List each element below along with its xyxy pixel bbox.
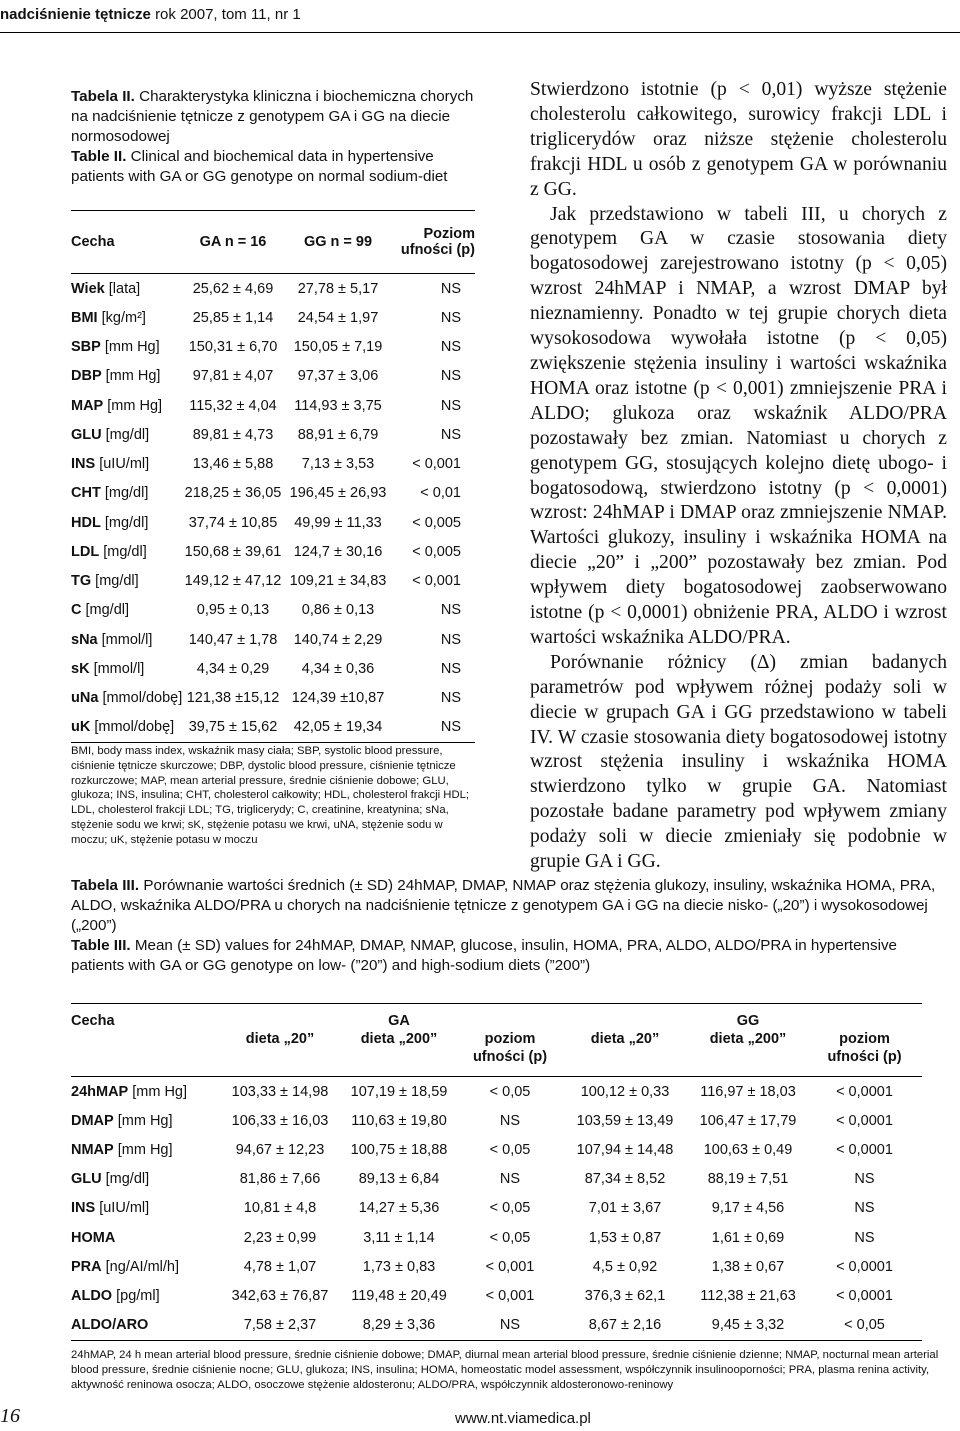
table-row — [71, 654, 475, 683]
table-row — [71, 1311, 922, 1340]
cell-gg: 7,13 ± 3,53 — [301, 456, 375, 473]
row-name: TG — [71, 573, 92, 590]
row-unit: [mg/dl] — [105, 426, 150, 443]
cell-gg200: 106,47 ± 17,79 — [699, 1112, 797, 1129]
table-row — [71, 1135, 922, 1164]
table-row — [71, 537, 475, 566]
cell-p: NS — [440, 602, 461, 619]
t3-col-cecha: Cecha — [71, 1013, 115, 1029]
cell-gg: 27,78 ± 5,17 — [297, 280, 379, 297]
table-row — [71, 274, 475, 304]
table-row — [71, 1194, 922, 1223]
cell-gap: < 0,001 — [485, 1287, 535, 1304]
row-unit: [uIU/ml] — [99, 1200, 150, 1217]
table-row — [71, 1223, 922, 1252]
table2-footnote: BMI, body mass index, wskaźnik masy ciała; SBP, systolic blood pressure, ciśnienie tętnicze skurczowe; DBP, dystolic blood pressure, ciśnienie tętnicze rozkurczowe; MAP, mean arterial pressure, średnie ciśnienie dobowe; GLU, glukoza; INS, insulina; CHT, cholesterol całkowity; HDL, cholesterol frakcji HDL; LDL, cholesterol frakcji LDL; TG, triglicerydy; C, creatinine, kreatynina; sNa, stężenie sodu we krwi; sK, stężenie potasu we krwi, uNA, stężenie sodu w moczu; uK, stężenie potasu w moczu — [71, 745, 470, 846]
row-label — [71, 1281, 221, 1310]
cell-gg20: 103,59 ± 13,49 — [576, 1112, 674, 1129]
cell-gg: 140,74 ± 2,29 — [293, 631, 383, 648]
row-name: DBP — [71, 368, 102, 385]
cell-gg: 42,05 ± 19,34 — [293, 719, 383, 736]
row-name: PRA — [71, 1258, 102, 1275]
row-name: NMAP — [71, 1141, 114, 1158]
cell-gg: 124,7 ± 30,16 — [293, 543, 383, 560]
row-name: C — [71, 602, 82, 619]
body-paragraph: Stwierdzono istotnie (p < 0,01) wyższe stężenie cholesterolu całkowitego, surowicy frakcji LDL i triglicerydów oraz niższe stężenie cholesterolu frakcji HDL u osób z genotypem GA w porównaniu z GG. — [530, 79, 947, 200]
cell-p: NS — [440, 690, 461, 707]
cell-ga20: 81,86 ± 7,66 — [239, 1171, 321, 1188]
cell-p: NS — [440, 309, 461, 326]
cell-ga: 115,32 ± 4,04 — [189, 397, 277, 414]
cell-ga200: 89,13 ± 6,84 — [358, 1171, 440, 1188]
row-name: HDL — [71, 514, 101, 531]
row-label — [71, 1194, 221, 1223]
cell-gg: 49,99 ± 11,33 — [294, 514, 382, 531]
table-row — [71, 1252, 922, 1281]
row-unit: [mmol/l] — [101, 631, 153, 648]
cell-ga: 97,81 ± 4,07 — [192, 368, 274, 385]
table-row — [71, 479, 475, 508]
cell-ggp: NS — [854, 1200, 875, 1217]
cell-gap: NS — [499, 1112, 521, 1129]
row-unit: [lata] — [108, 280, 141, 297]
journal-title: nadciśnienie tętnicze — [0, 6, 151, 23]
cell-gap: < 0,05 — [489, 1083, 531, 1100]
table-row — [71, 420, 475, 449]
table-row — [71, 391, 475, 420]
table3 — [71, 1003, 922, 1341]
cell-p: < 0,001 — [412, 573, 461, 590]
row-unit: [pg/ml] — [116, 1287, 160, 1304]
cell-p: NS — [440, 426, 461, 443]
table-row — [71, 1165, 922, 1194]
cell-ga200: 119,48 ± 20,49 — [351, 1287, 447, 1304]
table-row — [71, 596, 475, 625]
cell-gg: 196,45 ± 26,93 — [289, 485, 387, 502]
cell-p: NS — [440, 397, 461, 414]
cell-ga20: 106,33 ± 16,03 — [231, 1112, 329, 1129]
row-name: DMAP — [71, 1112, 114, 1129]
page-number: 16 — [0, 1405, 20, 1427]
cell-ggp: NS — [854, 1229, 875, 1246]
cell-p: NS — [440, 368, 461, 385]
table-row — [71, 362, 475, 391]
row-label — [71, 303, 183, 332]
cell-gg20: 7,01 ± 3,67 — [588, 1200, 662, 1217]
cell-gg20: 87,34 ± 8,52 — [584, 1171, 666, 1188]
row-name: SBP — [71, 339, 101, 356]
t3-col-ga-diet20: dieta „20” — [245, 1031, 315, 1047]
cell-ga200: 110,63 ± 19,80 — [351, 1112, 447, 1129]
cell-gg20: 107,94 ± 14,48 — [576, 1141, 674, 1158]
row-name: LDL — [71, 543, 100, 560]
cell-gg200: 100,63 ± 0,49 — [703, 1141, 793, 1158]
t3-col-ga-diet200: dieta „200” — [360, 1031, 438, 1047]
row-label — [71, 1311, 221, 1340]
cell-ga: 149,12 ± 47,12 — [184, 573, 282, 590]
cell-ga20: 10,81 ± 4,8 — [243, 1200, 317, 1217]
cell-gg200: 116,97 ± 18,03 — [700, 1083, 796, 1100]
cell-gg: 88,91 ± 6,79 — [297, 426, 379, 443]
cell-ga200: 14,27 ± 5,36 — [358, 1200, 440, 1217]
row-label — [71, 333, 183, 362]
cell-gg: 4,34 ± 0,36 — [301, 660, 375, 677]
cell-gg200: 1,61 ± 0,69 — [711, 1229, 785, 1246]
table2-caption-en: Table II. Clinical and biochemical data in hypertensive patients with GA or GG genotype on normal sodium-diet — [71, 148, 448, 185]
cell-ga: 39,75 ± 15,62 — [188, 719, 278, 736]
row-unit: [uIU/ml] — [99, 456, 150, 473]
row-name: CHT — [71, 485, 101, 502]
row-unit: [mg/dl] — [105, 1171, 150, 1188]
cell-gg: 124,39 ±10,87 — [291, 690, 385, 707]
row-unit: [mmol/dobę] — [102, 690, 183, 707]
cell-ga: 4,34 ± 0,29 — [196, 660, 270, 677]
t3-col-gg-p1: poziom — [839, 1031, 890, 1047]
row-unit: [mg/dl] — [95, 573, 139, 590]
cell-p: NS — [440, 631, 461, 648]
cell-ga: 37,74 ± 10,85 — [188, 514, 278, 531]
table2-caption-pl: Tabela II. Charakterystyka kliniczna i biochemiczna chorych na nadciśnienie tętnicze z genotypem GA i GG na diecie normosodowej — [71, 88, 474, 145]
t3-col-ga-p2: ufności (p) — [472, 1049, 548, 1065]
cell-p: < 0,01 — [420, 485, 461, 502]
row-name: ALDO — [71, 1287, 113, 1304]
row-name: uK — [71, 719, 91, 736]
table-row — [71, 684, 475, 713]
cell-gg200: 1,38 ± 0,67 — [711, 1258, 785, 1275]
cell-ggp: < 0,0001 — [836, 1141, 893, 1158]
row-unit: [mm Hg] — [107, 397, 163, 414]
cell-p: < 0,001 — [412, 456, 461, 473]
cell-ga: 13,46 ± 5,88 — [192, 456, 274, 473]
body-text — [530, 78, 947, 875]
row-name: sK — [71, 660, 90, 677]
cell-gg20: 4,5 ± 0,92 — [592, 1258, 658, 1275]
cell-ggp: < 0,0001 — [836, 1112, 893, 1129]
cell-ggp: < 0,0001 — [836, 1258, 893, 1275]
row-unit: [mg/dl] — [103, 543, 147, 560]
cell-gap: < 0,05 — [489, 1200, 531, 1217]
cell-p: < 0,005 — [412, 543, 461, 560]
table-row — [71, 333, 475, 362]
row-label — [71, 479, 183, 508]
cell-ga200: 100,75 ± 18,88 — [350, 1141, 448, 1158]
row-label — [71, 450, 183, 479]
row-name: INS — [71, 456, 96, 473]
row-name: GLU — [71, 1171, 102, 1188]
row-name: Wiek — [71, 280, 105, 297]
cell-ga200: 107,19 ± 18,59 — [350, 1083, 448, 1100]
t3-col-gg-p2: ufności (p) — [827, 1049, 902, 1065]
table-row — [71, 450, 475, 479]
cell-gg: 24,54 ± 1,97 — [297, 309, 379, 326]
body-paragraph: Jak przedstawiono w tabeli III, u chorych z genotypem GA w czasie stosowania diety bogatosodowej zarejestrowano istotny (p < 0,05) wzrost 24hMAP i NMAP, a wzrost DMAP był nieznamienny. Ponadto w tej grupie chorych dieta wysokosodowa wywołała istotne (p < 0,05) zwiększenie stężenia insuliny i wartości wskaźnika HOMA oraz istotne (p < 0,001) zmniejszenie PRA i ALDO; glukoza oraz wskaźnik ALDO/PRA pozostawały bez zmian. Natomiast u chorych z genotypem GG, stosujących kolejno dietę ubogo- i bogatosodową, stwierdzono istotny (p < 0,0001) wzrost: 24hMAP i DMAP oraz zmniejszenie NMAP. Wartości glukozy, insuliny i wskaźnika HOMA na diecie „20” i „200” pozostawały bez zmian. Pod wpływem diety bogatosodowej zaobserwowano istotne (p < 0,0001) obniżenie PRA, ALDO i wzrost wartości wskaźnika ALDO/PRA. — [530, 203, 947, 648]
row-unit: [ng/AI/ml/h] — [105, 1258, 179, 1275]
t2-col-p: Poziom ufności (p) — [393, 211, 475, 274]
row-name: BMI — [71, 309, 98, 326]
cell-ga: 25,62 ± 4,69 — [192, 280, 274, 297]
cell-ga20: 2,23 ± 0,99 — [243, 1229, 317, 1246]
cell-ga: 140,47 ± 1,78 — [188, 631, 278, 648]
table-row — [71, 1281, 922, 1310]
row-name: INS — [71, 1200, 96, 1217]
row-label — [71, 362, 183, 391]
cell-gg20: 100,12 ± 0,33 — [580, 1083, 670, 1100]
cell-ggp: < 0,05 — [844, 1317, 885, 1334]
cell-ga200: 3,11 ± 1,14 — [363, 1229, 435, 1246]
cell-gg: 97,37 ± 3,06 — [297, 368, 379, 385]
cell-gg200: 9,45 ± 3,32 — [711, 1317, 785, 1334]
cell-gap: < 0,001 — [485, 1258, 535, 1275]
cell-gg: 109,21 ± 34,83 — [289, 573, 387, 590]
table-row — [71, 713, 475, 742]
t3-col-ga-p1: poziom — [484, 1031, 536, 1047]
cell-gg200: 112,38 ± 21,63 — [700, 1287, 796, 1304]
table-row — [71, 625, 475, 654]
cell-p: NS — [440, 660, 461, 677]
cell-ga20: 103,33 ± 14,98 — [231, 1083, 329, 1100]
row-label — [71, 1223, 221, 1252]
table-row — [71, 1106, 922, 1135]
t2-col-ga: GA n = 16 — [183, 211, 283, 274]
t2-col-gg: GG n = 99 — [283, 211, 393, 274]
cell-p: NS — [440, 339, 461, 356]
row-unit: [mg/dl] — [104, 485, 149, 502]
cell-gap: NS — [499, 1171, 521, 1188]
row-unit: [mmol/l] — [93, 660, 145, 677]
row-label — [71, 567, 183, 596]
cell-ga: 0,95 ± 0,13 — [196, 602, 270, 619]
row-name: ALDO/ARO — [71, 1317, 149, 1334]
row-unit: [mm Hg] — [117, 1112, 173, 1129]
cell-gg200: 9,17 ± 4,56 — [711, 1200, 785, 1217]
cell-gg200: 88,19 ± 7,51 — [707, 1171, 789, 1188]
table2-caption — [71, 87, 491, 187]
body-paragraph: Porównanie różnicy (Δ) zmian badanych parametrów pod wpływem różnej podaży soli w diecie w grupach GA i GG przedstawiono w tabeli IV. W czasie stosowania diety bogatosodowej istotny wzrost stężenia insuliny i wskaźnika HOMA stwierdzono tylko w grupie GA. Natomiast pozostałe badane parametry pod wpływem zmiany podaży soli w diecie zmieniały się podobnie w grupie GA i GG. — [530, 651, 947, 873]
cell-ggp: NS — [854, 1171, 875, 1188]
table3-caption-en: Table III. Mean (± SD) values for 24hMAP, DMAP, NMAP, glucose, insulin, HOMA, PRA, ALDO, ALDO/PRA in hypertensive patients with GA or GG genotype on low- (”20”) and high-sodium diets (”200”) — [71, 937, 897, 974]
row-name: 24hMAP — [71, 1083, 129, 1100]
row-label — [71, 508, 183, 537]
row-label — [71, 420, 183, 449]
row-name: HOMA — [71, 1229, 116, 1246]
cell-ggp: < 0,0001 — [836, 1287, 893, 1304]
row-label — [71, 391, 183, 420]
row-name: GLU — [71, 426, 102, 443]
cell-ga20: 4,78 ± 1,07 — [243, 1258, 317, 1275]
footer-url: www.nt.viamedica.pl — [455, 1410, 591, 1427]
table3-body — [71, 1077, 922, 1340]
cell-gg: 150,05 ± 7,19 — [293, 339, 383, 356]
row-label — [71, 713, 183, 742]
cell-ga: 121,38 ±15,12 — [186, 690, 280, 707]
row-label — [71, 537, 183, 566]
cell-ga20: 94,67 ± 12,23 — [235, 1141, 325, 1158]
cell-gap: < 0,05 — [489, 1141, 531, 1158]
cell-p: NS — [440, 280, 461, 297]
t3-col-gg-diet20: dieta „20” — [590, 1031, 660, 1047]
cell-gg20: 8,67 ± 2,16 — [588, 1317, 662, 1334]
row-name: uNa — [71, 690, 99, 707]
table3-caption-pl: Tabela III. Porównanie wartości średnich (± SD) 24hMAP, DMAP, NMAP oraz stężenia glukozy, insuliny, wskaźnika HOMA, PRA, ALDO, wskaźnika ALDO/PRA u chorych na nadciśnienie tętnicze z genotypem GA i GG na diecie nisko- („20”) i wysokosodowej („200”) — [71, 877, 936, 934]
cell-ga: 218,25 ± 36,05 — [184, 485, 282, 502]
row-unit: [mm Hg] — [117, 1141, 173, 1158]
table3-caption — [71, 876, 951, 976]
cell-ga: 25,85 ± 1,14 — [192, 309, 274, 326]
header-rule — [0, 32, 960, 33]
cell-ga20: 7,58 ± 2,37 — [243, 1317, 317, 1334]
cell-ga200: 8,29 ± 3,36 — [362, 1317, 436, 1334]
row-label — [71, 1077, 221, 1107]
cell-p: NS — [440, 719, 461, 736]
cell-gg20: 376,3 ± 62,1 — [584, 1287, 666, 1304]
cell-gg: 0,86 ± 0,13 — [301, 602, 375, 619]
cell-gg: 114,93 ± 3,75 — [294, 397, 382, 414]
t2-col-cecha: Cecha — [71, 211, 183, 274]
cell-ggp: < 0,0001 — [836, 1083, 893, 1100]
t3-group-gg: GG — [736, 1013, 760, 1029]
table3-footnote: 24hMAP, 24 h mean arterial blood pressure, średnie ciśnienie dobowe; DMAP, diurnal mean arterial blood pressure, średnie ciśnienie dzienne; NMAP, nocturnal mean arterial blood pressure, średnie ciśnienie nocne; GLU, glukoza; INS, insulina; HOMA, homeostatic model assessment, współczynnik insulinooporności; PRA, plasma renina activity, aktywność reninowa osocza; ALDO, osoczowe stężenie aldosteronu; ALDO/PRA, współczynnik aldosteronowo-reninowy — [71, 1349, 939, 1391]
row-unit: [mmol/dobę] — [94, 719, 175, 736]
row-label — [71, 274, 183, 304]
row-label — [71, 596, 183, 625]
table-row — [71, 1077, 922, 1107]
row-unit: [kg/m²] — [101, 309, 146, 326]
row-unit: [mg/dl] — [85, 602, 130, 619]
row-name: sNa — [71, 631, 98, 648]
table2-body — [71, 274, 475, 743]
row-unit: [mg/dl] — [104, 514, 149, 531]
table-row — [71, 303, 475, 332]
cell-ga: 150,31 ± 6,70 — [188, 339, 278, 356]
table-row — [71, 567, 475, 596]
row-label — [71, 654, 183, 683]
row-name: MAP — [71, 397, 104, 414]
t3-group-ga: GA — [388, 1013, 410, 1029]
row-unit: [mm Hg] — [132, 1083, 188, 1100]
cell-ga20: 342,63 ± 76,87 — [231, 1287, 329, 1304]
row-label — [71, 1135, 221, 1164]
row-unit: [mm Hg] — [105, 368, 161, 385]
table2 — [71, 210, 475, 743]
row-label — [71, 1165, 221, 1194]
cell-gap: NS — [499, 1317, 521, 1334]
cell-ga200: 1,73 ± 0,83 — [362, 1258, 436, 1275]
journal-meta: rok 2007, tom 11, nr 1 — [155, 6, 301, 23]
table-row — [71, 508, 475, 537]
running-header — [0, 0, 960, 34]
cell-gap: < 0,05 — [489, 1229, 531, 1246]
t3-col-gg-diet200: dieta „200” — [709, 1031, 787, 1047]
cell-gg20: 1,53 ± 0,87 — [588, 1229, 662, 1246]
cell-ga: 150,68 ± 39,61 — [184, 543, 282, 560]
row-label — [71, 625, 183, 654]
row-label — [71, 1252, 221, 1281]
cell-p: < 0,005 — [412, 514, 461, 531]
row-label — [71, 684, 183, 713]
cell-ga: 89,81 ± 4,73 — [192, 426, 274, 443]
row-label — [71, 1106, 221, 1135]
row-unit: [mm Hg] — [104, 339, 160, 356]
